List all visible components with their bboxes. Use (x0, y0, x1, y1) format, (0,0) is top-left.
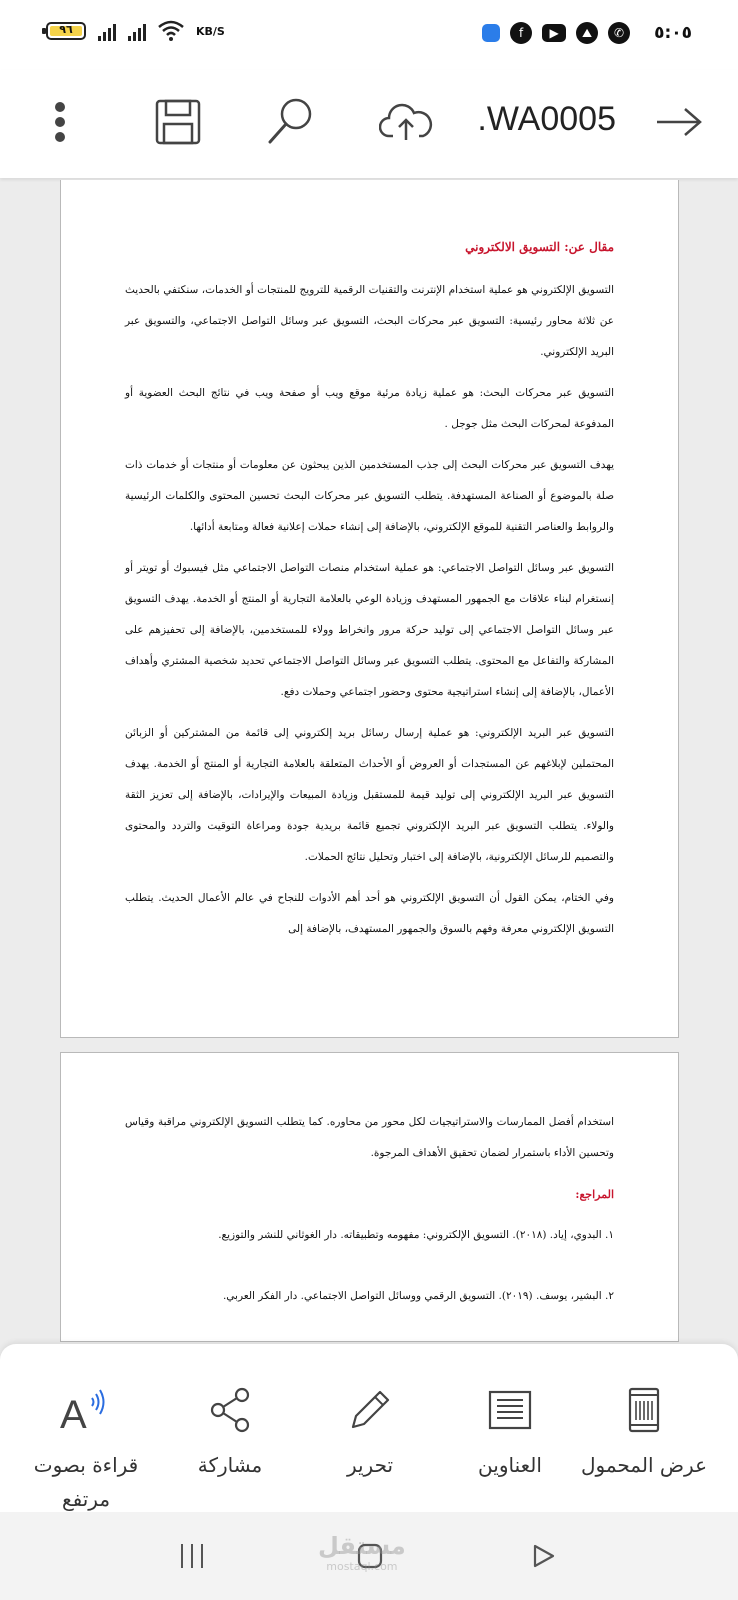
upload-button[interactable] (376, 94, 436, 150)
more-options-button[interactable] (40, 94, 80, 150)
watermark-logo (318, 1532, 406, 1573)
edit-label: تحرير (346, 1453, 394, 1477)
signal-1-icon (98, 21, 116, 41)
mobile-view-label: عرض المحمول (580, 1453, 708, 1477)
mobile-view-icon (614, 1380, 674, 1440)
wifi-icon (158, 20, 184, 42)
app-notification-icon (482, 24, 500, 42)
page-2-content (125, 1107, 614, 1342)
paragraph-conclusion: وفي الختام، يمكن القول أن التسويق الإلكتروني هو أحد أهم الأدوات للنجاح في عالم الأعمال الحديث. يتطلب التسويق الإلكتروني معرفة وفهم بالسوق والجمهور المستهدف، بالإضافة إلى (125, 892, 614, 935)
arrow-right-icon (655, 107, 703, 137)
back-triangle-icon (531, 1543, 557, 1569)
signal-2-icon (128, 21, 146, 41)
document-page-1[interactable] (60, 180, 679, 1038)
headings-list-icon (480, 1380, 540, 1440)
page-1-content (125, 232, 614, 955)
svg-text:A: A (60, 1393, 87, 1434)
facebook-icon: f (510, 22, 532, 44)
battery-level: ٩٦ (59, 23, 73, 36)
youtube-icon: ▶ (542, 24, 566, 42)
paragraph-intro: التسويق الإلكتروني هو عملية استخدام الإنترنت والتقنيات الرقمية للترويج للمنتجات أو الخدمات، سنكتفي بالحديث عن ثلاثة محاور رئيسية: التسويق عبر محركات البحث، التسويق عبر وسائل التواصل الاجتماعي، والتسويق عبر البريد الإلكتروني. (125, 284, 614, 358)
more-vertical-icon (53, 100, 67, 144)
clock: ٥:٠٥ (654, 23, 692, 43)
bottom-action-bar (0, 1344, 738, 1512)
document-toolbar (0, 70, 738, 178)
status-bar (0, 0, 738, 70)
headings-label: العناوين (478, 1453, 542, 1477)
paragraph-seo-definition: التسويق عبر محركات البحث: هو عملية زيادة مرئية موقع ويب أو صفحة ويب في نتائج البحث العضوية أو المدفوعة لمحركات البحث مثل جوجل . (125, 387, 614, 430)
watermark-text: مستقل (318, 1532, 406, 1560)
search-button[interactable] (262, 94, 318, 150)
system-navigation-bar (0, 1512, 738, 1600)
phone-icon: ✆ (608, 22, 630, 44)
gallery-icon: ⛰ (576, 22, 598, 44)
save-icon (154, 98, 202, 146)
read-aloud-icon (56, 1380, 116, 1440)
reference-item: ١. البدوي، إياد. (٢٠١٨). التسويق الإلكتروني: مفهومه وتطبيقاته. دار الغوثاني للنشر والتوزيع. (218, 1229, 614, 1241)
recent-apps-button[interactable] (162, 1534, 222, 1578)
paragraph-seo-goals: يهدف التسويق عبر محركات البحث إلى جذب المستخدمين الذين يبحثون عن معلومات أو منتجات أو خدمات ذات صلة بالموضوع أو الصناعة المستهدفة. يتطلب التسويق عبر محركات البحث تحسين المحتوى والكلمات الرئيسية والروابط والعناصر التقنية للموقع الإلكتروني، بالإضافة إلى إنشاء حملات إعلانية فعالة ومتابعة أدائها. (125, 459, 614, 533)
network-speed-unit: KB/S (196, 24, 225, 38)
document-title: WA0005. (477, 100, 616, 138)
read-aloud-label: قراءة بصوت مرتفع (33, 1453, 139, 1511)
paragraph-conclusion-continued: استخدام أفضل الممارسات والاستراتيجيات لكل محور من محاوره. كما يتطلب التسويق الإلكتروني مراقبة وقياس وتحسين الأداء باستمرار لضمان تحقيق الأهداف المرجوة. (125, 1116, 614, 1159)
watermark-domain: mostaql.com (326, 1560, 398, 1573)
search-icon (264, 96, 316, 148)
back-button[interactable] (514, 1534, 574, 1578)
battery-icon (46, 22, 86, 40)
paragraph-social-media: التسويق عبر وسائل التواصل الاجتماعي: هو عملية استخدام منصات التواصل الاجتماعي مثل فيسبوك أو تويتر أو إنستغرام لبناء علاقات مع الجمهور المستهدف وزيادة الوعي بالعلامة التجارية أو المنتج أو الخدمة. يهدف التسويق عبر وسائل التواصل الاجتماعي إلى توليد حركة مرور وانخراط وولاء للمستخدمين، بالإضافة إلى تحفيزهم على المشاركة والتفاعل مع المحتوى. يتطلب التسويق عبر وسائل التواصل الاجتماعي تحديد شخصية المشتري وأهداف الأعمال، بالإضافة إلى إنشاء استراتيجية محتوى وحضور اجتماعي وحملات دفع. (125, 562, 614, 698)
recent-apps-icon (179, 1542, 205, 1570)
share-icon (200, 1380, 260, 1440)
pencil-icon (340, 1380, 400, 1440)
reference-item: ٢. البشير، يوسف. (٢٠١٩). التسويق الرقمي ووسائل التواصل الاجتماعي. دار الفكر العربي. (222, 1290, 614, 1302)
network-speed (196, 26, 225, 37)
forward-button[interactable] (654, 94, 704, 150)
share-label: مشاركة (197, 1453, 263, 1477)
document-page-2[interactable] (60, 1052, 679, 1342)
paragraph-email-marketing: التسويق عبر البريد الإلكتروني: هو عملية إرسال رسائل بريد إلكتروني إلى قائمة من المشتركين أو الزبائن المحتملين لإبلاغهم عن المستجدات أو العروض أو الأحداث المتعلقة بالعلامة التجارية أو المنتج أو الخدمة. يهدف التسويق عبر البريد الإلكتروني إلى توليد قيمة للمستقبل وزيادة المبيعات والإيرادات، بالإضافة إلى تعزيز الثقة والولاء. يتطلب التسويق عبر البريد الإلكتروني تجميع قائمة بريدية جودة ومراعاة التوقيت والتردد والمحتوى والتصميم للرسائل الإلكترونية، بالإضافة إلى اختبار وتحليل نتائج الحملات. (125, 727, 614, 863)
article-heading: مقال عن: التسويق الالكتروني (465, 240, 614, 254)
references-heading: المراجع: (575, 1188, 614, 1201)
cloud-upload-icon (379, 102, 433, 142)
save-button[interactable] (150, 94, 206, 150)
